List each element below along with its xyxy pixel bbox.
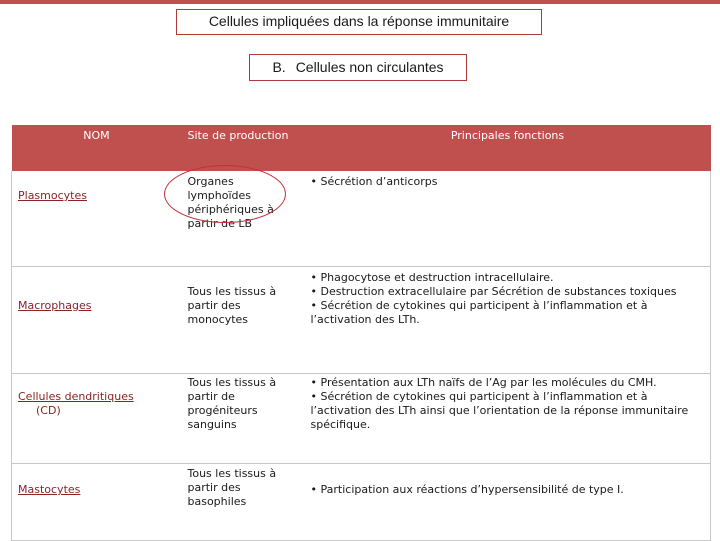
function-item: • Participation aux réactions d’hypersensibilité de type I. — [311, 483, 705, 497]
cell-name-link[interactable]: Cellules dendritiques — [18, 390, 134, 403]
section-letter: B. — [272, 59, 286, 75]
top-accent-bar — [0, 0, 720, 4]
header-site: Site de production — [182, 125, 305, 171]
page-title: Cellules impliquées dans la réponse immunitaire — [176, 9, 542, 35]
section-subtitle — [249, 54, 467, 81]
function-item: • Destruction extracellulaire par Sécrétion de substances toxiques — [311, 285, 705, 299]
table-header-row — [12, 125, 711, 171]
cell-name — [12, 464, 182, 541]
cell-functions — [305, 267, 711, 374]
function-item: • Sécrétion d’anticorps — [311, 175, 705, 189]
cell-site: Organes lymphoïdes périphériques à partir de LB — [182, 171, 305, 267]
cell-site: Tous les tissus à partir des monocytes — [182, 267, 305, 374]
table-row — [12, 171, 711, 267]
header-fonctions: Principales fonctions — [305, 125, 711, 171]
function-item: • Présentation aux LTh naïfs de l’Ag par les molécules du CMH. — [311, 376, 705, 390]
function-item: • Sécrétion de cytokines qui participent à l’inflammation et à l’activation des LTh. — [311, 299, 705, 327]
function-item: • Phagocytose et destruction intracellulaire. — [311, 271, 705, 285]
table-row — [12, 267, 711, 374]
table-row — [12, 374, 711, 464]
cell-functions — [305, 374, 711, 464]
cell-name-link[interactable]: Macrophages — [18, 299, 92, 312]
cell-name-link[interactable]: Plasmocytes — [18, 189, 87, 202]
section-subtitle-text: Cellules non circulantes — [295, 59, 444, 75]
cell-name — [12, 267, 182, 374]
cell-name-abbrev: (CD) — [36, 404, 61, 417]
cell-name — [12, 171, 182, 267]
cell-name-link[interactable]: Mastocytes — [18, 483, 81, 496]
function-item: • Sécrétion de cytokines qui participent à l’inflammation et à l’activation des LTh ainsi que l’orientation de la réponse immunitaire spécifique. — [311, 390, 705, 432]
cell-functions — [305, 171, 711, 267]
cell-site: Tous les tissus à partir des basophiles — [182, 464, 305, 541]
cell-site: Tous les tissus à partir de progéniteurs sanguins — [182, 374, 305, 464]
cells-table — [11, 125, 711, 541]
cell-functions — [305, 464, 711, 541]
cell-name — [12, 374, 182, 464]
header-nom: NOM — [12, 125, 182, 171]
table-row — [12, 464, 711, 541]
